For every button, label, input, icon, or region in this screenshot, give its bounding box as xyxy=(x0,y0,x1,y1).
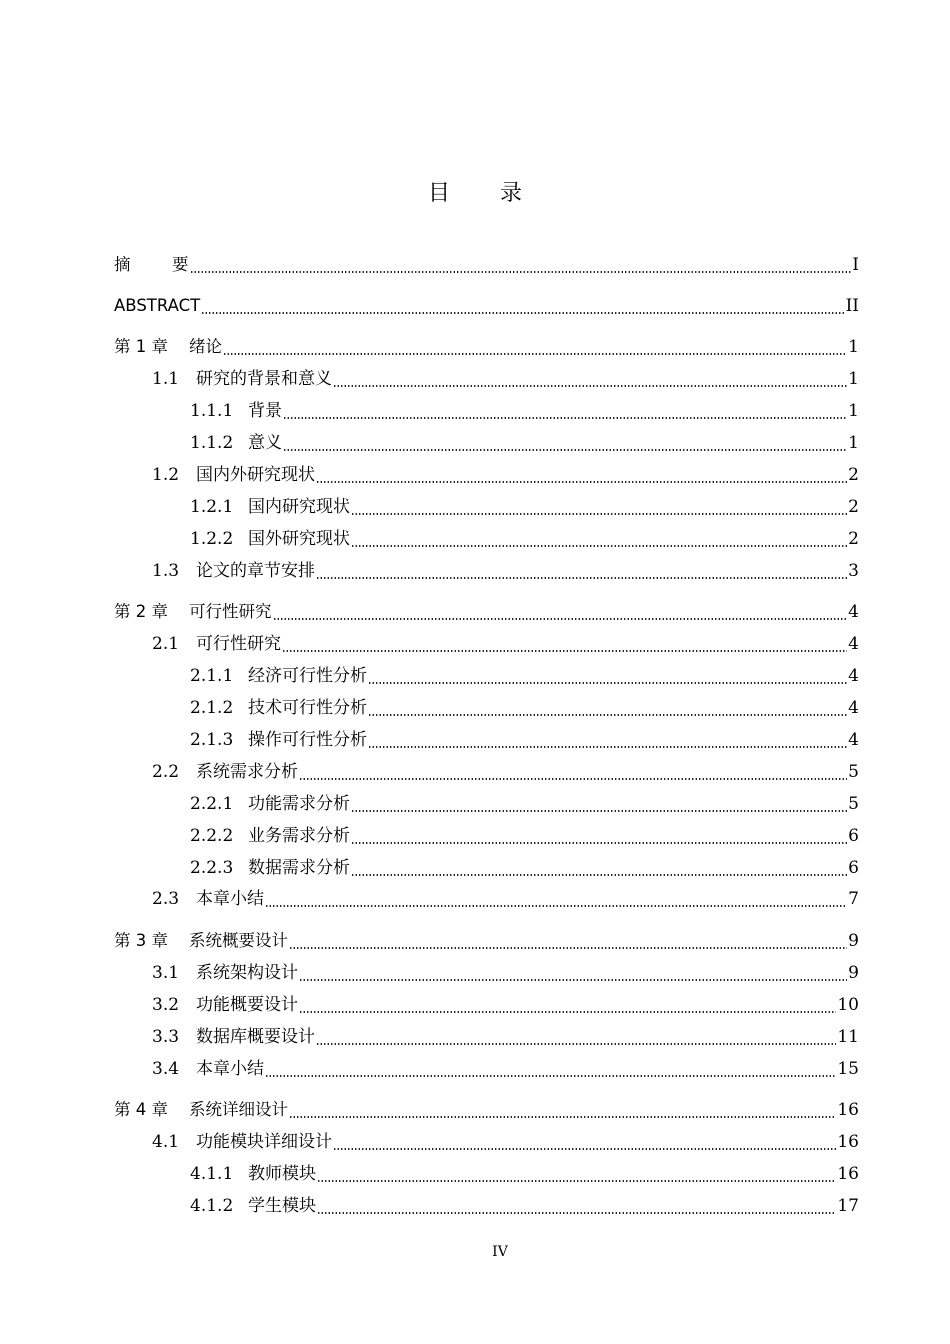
page-number: IV xyxy=(492,1244,508,1260)
toc-entry[interactable] xyxy=(152,955,859,985)
toc-entry-number: 第 1 章 xyxy=(114,337,168,356)
toc-entry-number: 2.1.2 xyxy=(190,698,234,718)
toc-entry-title: 国外研究现状 xyxy=(248,529,350,549)
toc-entry[interactable] xyxy=(114,1092,859,1122)
toc-entry-number: 3.2 xyxy=(152,995,180,1015)
dot-leader xyxy=(316,561,847,583)
toc-entry-title: 国内研究现状 xyxy=(248,497,350,517)
dot-leader xyxy=(351,826,847,848)
dot-leader xyxy=(351,858,847,880)
toc-entry-title: 本章小结 xyxy=(196,1059,264,1079)
toc-entry[interactable] xyxy=(152,626,859,656)
toc-entry-title: 功能概要设计 xyxy=(196,995,298,1015)
toc-entry-title: 研究的背景和意义 xyxy=(196,369,332,389)
toc-entry-title: 数据库概要设计 xyxy=(196,1027,315,1047)
dot-leader xyxy=(317,1196,836,1218)
toc-entry-page: 16 xyxy=(837,1100,859,1120)
toc-entry-title: 业务需求分析 xyxy=(248,826,350,846)
toc-entry[interactable] xyxy=(152,1051,859,1081)
toc-entry[interactable] xyxy=(152,1124,859,1154)
toc-entry-page: 5 xyxy=(848,794,859,814)
dot-leader xyxy=(351,497,847,519)
toc-entry-title: 数据需求分析 xyxy=(248,858,350,878)
toc-entry-number: 1.2 xyxy=(152,465,180,485)
toc-entry[interactable] xyxy=(114,288,859,318)
toc-entry-title: ABSTRACT xyxy=(114,296,201,315)
dot-leader xyxy=(289,1100,836,1122)
dot-leader xyxy=(368,666,847,688)
dot-leader xyxy=(299,762,847,784)
toc-entry-number: 第 4 章 xyxy=(114,1100,168,1119)
toc-entry-title: 系统详细设计 xyxy=(189,1100,288,1119)
toc-entry[interactable] xyxy=(190,1156,859,1186)
toc-entry-number: 3.3 xyxy=(152,1027,180,1047)
toc-entry[interactable] xyxy=(152,553,859,583)
toc-entry[interactable] xyxy=(152,1019,859,1049)
toc-entry-number: 1.3 xyxy=(152,561,180,581)
toc-entry[interactable] xyxy=(152,754,859,784)
toc-entry[interactable] xyxy=(190,425,859,455)
toc-entry-page: II xyxy=(845,296,859,316)
toc-entry-page: 16 xyxy=(837,1132,859,1152)
toc-entry-number: 第 2 章 xyxy=(114,602,168,621)
toc-entry-page: 6 xyxy=(848,858,859,878)
toc-entry-page: 1 xyxy=(848,369,859,389)
toc-entry-title: 可行性研究 xyxy=(189,602,272,621)
dot-leader xyxy=(368,730,847,752)
toc-entry[interactable] xyxy=(152,881,859,911)
toc-entry-number: 2.2 xyxy=(152,762,180,782)
dot-leader xyxy=(190,255,852,277)
toc-entry-page: 1 xyxy=(848,337,859,357)
toc-entry-number: 1.2.2 xyxy=(190,529,234,549)
toc-entry-page: 11 xyxy=(837,1027,859,1047)
toc-entry-page: 9 xyxy=(848,963,859,983)
toc-entry-page: 9 xyxy=(848,931,859,951)
dot-leader xyxy=(317,1164,836,1186)
toc-entry[interactable] xyxy=(190,722,859,752)
toc-entry-title: 系统概要设计 xyxy=(189,931,288,950)
toc-entry[interactable] xyxy=(190,1188,859,1218)
toc-entry-title: 功能需求分析 xyxy=(248,794,350,814)
toc-entry-number: 4.1 xyxy=(152,1132,180,1152)
toc-entry[interactable] xyxy=(152,457,859,487)
toc-entry-page: 2 xyxy=(848,529,859,549)
toc-entry-page: 6 xyxy=(848,826,859,846)
toc-entry-number: 3.1 xyxy=(152,963,180,983)
toc-entry-page: 1 xyxy=(848,401,859,421)
toc-entry[interactable] xyxy=(152,361,859,391)
toc-entry-title: 学生模块 xyxy=(248,1196,316,1216)
toc-entry-number: 摘 xyxy=(114,255,131,274)
toc-entry-title: 背景 xyxy=(248,401,282,421)
toc-entry-page: 17 xyxy=(837,1196,859,1216)
toc-entry-number: 第 3 章 xyxy=(114,931,168,950)
toc-entry-page: 4 xyxy=(848,634,859,654)
toc-entry[interactable] xyxy=(190,818,859,848)
dot-leader xyxy=(283,401,847,423)
dot-leader xyxy=(316,465,847,487)
toc-entry-page: 3 xyxy=(848,561,859,581)
dot-leader xyxy=(299,963,847,985)
toc-entry-page: 16 xyxy=(837,1164,859,1184)
toc-entry[interactable] xyxy=(190,786,859,816)
toc-entry-number: 2.3 xyxy=(152,889,180,909)
toc-entry-number: 2.2.2 xyxy=(190,826,234,846)
toc-entry-number: 1.1.2 xyxy=(190,433,234,453)
toc-entry-number: 1.1.1 xyxy=(190,401,234,421)
toc-title xyxy=(0,178,950,210)
dot-leader xyxy=(273,602,848,624)
toc-entry[interactable] xyxy=(114,329,859,359)
toc-entry-page: 7 xyxy=(848,889,859,909)
dot-leader xyxy=(351,529,847,551)
dot-leader xyxy=(299,995,836,1017)
toc-entry-number: 2.1.3 xyxy=(190,730,234,750)
toc-entry[interactable] xyxy=(190,690,859,720)
toc-entry[interactable] xyxy=(114,247,859,277)
toc-entry-page: 2 xyxy=(848,465,859,485)
dot-leader xyxy=(283,433,847,455)
toc-title-left: 目 xyxy=(427,181,450,206)
toc-entry-page: 4 xyxy=(848,602,859,622)
dot-leader xyxy=(265,1059,836,1081)
toc-entry[interactable] xyxy=(190,658,859,688)
toc-entry-page: 4 xyxy=(848,698,859,718)
toc-entry-number: 2.2.3 xyxy=(190,858,234,878)
toc-entry-page: 1 xyxy=(848,433,859,453)
toc-entry-number: 2.1 xyxy=(152,634,180,654)
dot-leader xyxy=(201,296,844,318)
dot-leader xyxy=(333,1132,836,1154)
toc-entry-number: 3.4 xyxy=(152,1059,180,1079)
toc-entry-number: 1.1 xyxy=(152,369,180,389)
toc-entry-title: 论文的章节安排 xyxy=(196,561,315,581)
dot-leader xyxy=(368,698,847,720)
dot-leader xyxy=(333,369,847,391)
toc-entry-title: 系统需求分析 xyxy=(196,762,298,782)
dot-leader xyxy=(223,337,847,359)
toc-entry[interactable] xyxy=(114,594,859,624)
toc-entry-title: 绪论 xyxy=(189,337,222,356)
toc-entry-number: 2.2.1 xyxy=(190,794,234,814)
toc-entry-title: 国内外研究现状 xyxy=(196,465,315,485)
dot-leader xyxy=(316,1027,836,1049)
dot-leader xyxy=(351,794,847,816)
toc-entry-page: 2 xyxy=(848,497,859,517)
toc-entry-number: 4.1.2 xyxy=(190,1196,234,1216)
toc-entry-title: 教师模块 xyxy=(248,1164,316,1184)
toc-entry-title: 系统架构设计 xyxy=(196,963,298,983)
toc-entry-title: 可行性研究 xyxy=(196,634,281,654)
toc-entry-title: 功能模块详细设计 xyxy=(196,1132,332,1152)
toc-entry-page: I xyxy=(852,255,859,275)
toc-entry-number: 4.1.1 xyxy=(190,1164,234,1184)
toc-entry-title: 操作可行性分析 xyxy=(248,730,367,750)
toc-entry[interactable] xyxy=(152,987,859,1017)
dot-leader xyxy=(289,931,847,953)
toc-entry[interactable] xyxy=(190,850,859,880)
dot-leader xyxy=(282,634,847,656)
toc-entry-page: 4 xyxy=(848,666,859,686)
toc-entry-title: 技术可行性分析 xyxy=(248,698,367,718)
toc-entry[interactable] xyxy=(190,489,859,519)
toc-entry-page: 15 xyxy=(837,1059,859,1079)
toc-entry-number: 1.2.1 xyxy=(190,497,234,517)
toc-entry[interactable] xyxy=(190,393,859,423)
toc-entry-title: 本章小结 xyxy=(196,889,264,909)
toc-entry-number: 2.1.1 xyxy=(190,666,234,686)
toc-entry-page: 5 xyxy=(848,762,859,782)
toc-entry[interactable] xyxy=(114,923,859,953)
toc-entry-title: 要 xyxy=(172,255,189,274)
toc-entry-page: 4 xyxy=(848,730,859,750)
toc-title-right: 录 xyxy=(500,181,523,206)
dot-leader xyxy=(265,889,847,911)
toc-entry-page: 10 xyxy=(837,995,859,1015)
toc-entry[interactable] xyxy=(190,521,859,551)
toc-entry-title: 经济可行性分析 xyxy=(248,666,367,686)
toc-entry-title: 意义 xyxy=(248,433,282,453)
